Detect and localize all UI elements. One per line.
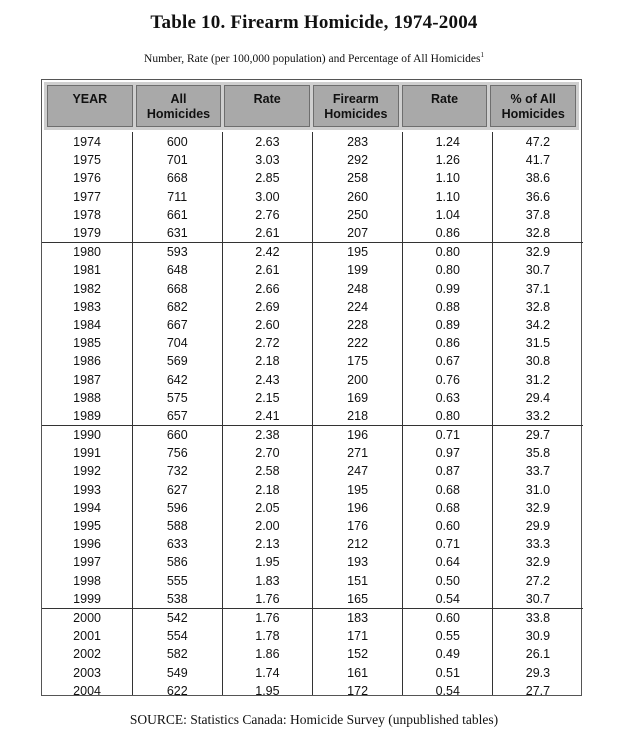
table-row bbox=[42, 280, 583, 298]
cell-year: 1979 bbox=[73, 226, 101, 241]
cell-firearm-homicides: 161 bbox=[347, 665, 369, 680]
cell-firearm-homicides: 151 bbox=[347, 573, 369, 588]
cell-firearm-homicides: 176 bbox=[347, 519, 369, 534]
cell-all-homicides: 648 bbox=[166, 263, 188, 278]
cell-year: 1987 bbox=[73, 372, 101, 387]
cell-firearm-homicides: 292 bbox=[347, 153, 369, 168]
cell-percent: 33.7 bbox=[525, 464, 551, 479]
cell-rate-all: 2.63 bbox=[255, 135, 280, 150]
cell-firearm-homicides: 250 bbox=[347, 207, 369, 222]
cell-year: 1981 bbox=[73, 263, 101, 278]
cell-year: 1977 bbox=[73, 189, 101, 204]
cell-rate-firearm: 1.24 bbox=[435, 135, 460, 150]
cell-rate-all: 2.58 bbox=[255, 464, 280, 479]
table-row bbox=[42, 188, 583, 206]
table-row bbox=[42, 206, 583, 224]
cell-rate-firearm: 0.71 bbox=[435, 537, 460, 552]
cell-all-homicides: 569 bbox=[166, 354, 188, 369]
table-subtitle bbox=[0, 51, 628, 65]
cell-all-homicides: 631 bbox=[166, 226, 188, 241]
cell-firearm-homicides: 152 bbox=[347, 647, 369, 662]
cell-rate-firearm: 0.76 bbox=[435, 372, 460, 387]
cell-rate-all: 2.15 bbox=[255, 390, 280, 405]
cell-firearm-homicides: 195 bbox=[347, 245, 369, 260]
cell-rate-all: 2.69 bbox=[255, 299, 280, 314]
cell-percent: 29.7 bbox=[525, 428, 551, 443]
header-rate-all: Rate bbox=[224, 85, 310, 127]
cell-rate-firearm: 0.71 bbox=[435, 428, 460, 443]
cell-all-homicides: 701 bbox=[166, 153, 188, 168]
table-row bbox=[42, 481, 583, 499]
cell-rate-firearm: 0.60 bbox=[435, 610, 460, 625]
table-row bbox=[42, 572, 583, 590]
cell-rate-firearm: 1.10 bbox=[435, 189, 460, 204]
cell-rate-firearm: 0.67 bbox=[435, 354, 460, 369]
cell-year: 1984 bbox=[73, 317, 101, 332]
cell-percent: 33.2 bbox=[525, 408, 551, 423]
cell-rate-all: 3.00 bbox=[255, 189, 280, 204]
cell-rate-firearm: 0.80 bbox=[435, 408, 460, 423]
cell-firearm-homicides: 222 bbox=[347, 336, 369, 351]
table-row bbox=[42, 627, 583, 645]
table-row bbox=[42, 334, 583, 352]
cell-rate-all: 1.76 bbox=[255, 610, 280, 625]
cell-year: 1993 bbox=[73, 482, 101, 497]
cell-all-homicides: 657 bbox=[166, 408, 188, 423]
cell-percent: 31.0 bbox=[525, 482, 551, 497]
cell-rate-all: 2.76 bbox=[255, 207, 280, 222]
cell-year: 1985 bbox=[73, 336, 101, 351]
cell-rate-firearm: 0.55 bbox=[435, 629, 460, 644]
table-row bbox=[42, 462, 583, 480]
cell-rate-all: 2.05 bbox=[255, 500, 280, 515]
cell-year: 1982 bbox=[73, 281, 101, 296]
cell-firearm-homicides: 175 bbox=[347, 354, 369, 369]
table-row bbox=[42, 224, 583, 242]
cell-percent: 32.8 bbox=[525, 299, 551, 314]
cell-percent: 27.2 bbox=[525, 573, 551, 588]
cell-all-homicides: 586 bbox=[166, 555, 188, 570]
cell-rate-all: 2.18 bbox=[255, 354, 280, 369]
cell-year: 1974 bbox=[73, 135, 101, 150]
cell-all-homicides: 575 bbox=[166, 390, 188, 405]
table-row bbox=[42, 517, 583, 535]
cell-rate-firearm: 0.50 bbox=[435, 573, 460, 588]
cell-all-homicides: 756 bbox=[166, 446, 188, 461]
cell-all-homicides: 600 bbox=[166, 135, 188, 150]
cell-rate-all: 2.72 bbox=[255, 336, 280, 351]
cell-rate-all: 1.86 bbox=[255, 647, 280, 662]
table-row bbox=[42, 609, 583, 627]
table-row bbox=[42, 590, 583, 608]
table-row bbox=[42, 133, 583, 151]
cell-percent: 37.8 bbox=[525, 207, 551, 222]
cell-year: 2000 bbox=[73, 610, 101, 625]
cell-year: 1994 bbox=[73, 500, 101, 515]
cell-year: 2004 bbox=[73, 683, 101, 698]
cell-rate-firearm: 0.54 bbox=[435, 683, 460, 698]
table-row bbox=[42, 407, 583, 425]
cell-rate-all: 2.42 bbox=[255, 245, 280, 260]
cell-rate-all: 1.95 bbox=[255, 555, 280, 570]
cell-rate-firearm: 0.99 bbox=[435, 281, 460, 296]
cell-firearm-homicides: 258 bbox=[347, 171, 369, 186]
cell-rate-firearm: 0.64 bbox=[435, 555, 460, 570]
cell-percent: 29.3 bbox=[525, 665, 551, 680]
table-body bbox=[42, 133, 583, 700]
table-row bbox=[42, 682, 583, 700]
cell-rate-firearm: 1.10 bbox=[435, 171, 460, 186]
cell-year: 1992 bbox=[73, 464, 101, 479]
cell-year: 2003 bbox=[73, 665, 101, 680]
cell-year: 1998 bbox=[73, 573, 101, 588]
table-header bbox=[44, 82, 579, 130]
cell-year: 1976 bbox=[73, 171, 101, 186]
cell-year: 1999 bbox=[73, 591, 101, 606]
table-row bbox=[42, 151, 583, 169]
cell-all-homicides: 554 bbox=[166, 629, 188, 644]
cell-firearm-homicides: 248 bbox=[347, 281, 369, 296]
cell-firearm-homicides: 207 bbox=[347, 226, 369, 241]
cell-rate-firearm: 0.88 bbox=[435, 299, 460, 314]
cell-rate-all: 3.03 bbox=[255, 153, 280, 168]
cell-all-homicides: 660 bbox=[166, 428, 188, 443]
cell-all-homicides: 668 bbox=[166, 281, 188, 296]
cell-rate-all: 2.43 bbox=[255, 372, 280, 387]
cell-firearm-homicides: 283 bbox=[347, 135, 369, 150]
cell-all-homicides: 668 bbox=[166, 171, 188, 186]
cell-firearm-homicides: 271 bbox=[347, 446, 369, 461]
cell-firearm-homicides: 200 bbox=[347, 372, 369, 387]
cell-rate-firearm: 0.87 bbox=[435, 464, 460, 479]
row-group bbox=[42, 426, 583, 609]
cell-all-homicides: 711 bbox=[167, 189, 188, 204]
table-row bbox=[42, 663, 583, 681]
cell-firearm-homicides: 195 bbox=[347, 482, 369, 497]
cell-all-homicides: 549 bbox=[166, 665, 188, 680]
cell-firearm-homicides: 228 bbox=[347, 317, 369, 332]
table-row bbox=[42, 298, 583, 316]
cell-firearm-homicides: 171 bbox=[347, 629, 369, 644]
cell-rate-all: 2.61 bbox=[255, 226, 280, 241]
cell-year: 2002 bbox=[73, 647, 101, 662]
cell-rate-all: 1.74 bbox=[255, 665, 280, 680]
cell-all-homicides: 538 bbox=[166, 591, 188, 606]
cell-year: 1983 bbox=[73, 299, 101, 314]
cell-year: 2001 bbox=[73, 629, 101, 644]
cell-percent: 32.9 bbox=[525, 555, 551, 570]
cell-rate-all: 2.38 bbox=[255, 428, 280, 443]
table-row bbox=[42, 316, 583, 334]
cell-year: 1991 bbox=[73, 446, 101, 461]
cell-all-homicides: 682 bbox=[166, 299, 188, 314]
cell-rate-all: 2.61 bbox=[255, 263, 280, 278]
cell-all-homicides: 542 bbox=[166, 610, 188, 625]
cell-year: 1989 bbox=[73, 408, 101, 423]
cell-all-homicides: 555 bbox=[166, 573, 188, 588]
cell-firearm-homicides: 212 bbox=[347, 537, 369, 552]
cell-rate-all: 2.41 bbox=[255, 408, 280, 423]
cell-percent: 32.9 bbox=[525, 500, 551, 515]
cell-year: 1990 bbox=[73, 428, 101, 443]
cell-rate-all: 2.85 bbox=[255, 171, 280, 186]
cell-rate-firearm: 0.63 bbox=[435, 390, 460, 405]
cell-firearm-homicides: 165 bbox=[347, 591, 369, 606]
cell-percent: 30.7 bbox=[525, 591, 551, 606]
cell-rate-all: 2.70 bbox=[255, 446, 280, 461]
cell-rate-all: 1.78 bbox=[255, 629, 280, 644]
cell-percent: 33.8 bbox=[525, 610, 551, 625]
row-group bbox=[42, 243, 583, 426]
table-row bbox=[42, 261, 583, 279]
table-row bbox=[42, 444, 583, 462]
table-row bbox=[42, 352, 583, 370]
cell-rate-firearm: 0.89 bbox=[435, 317, 460, 332]
table-row bbox=[42, 645, 583, 663]
table-row bbox=[42, 499, 583, 517]
header-year: YEAR bbox=[47, 85, 133, 127]
cell-rate-all: 1.83 bbox=[255, 573, 280, 588]
cell-percent: 37.1 bbox=[525, 281, 551, 296]
cell-percent: 26.1 bbox=[525, 647, 551, 662]
cell-year: 1978 bbox=[73, 207, 101, 222]
cell-firearm-homicides: 218 bbox=[347, 408, 369, 423]
table-row bbox=[42, 535, 583, 553]
cell-all-homicides: 642 bbox=[166, 372, 188, 387]
cell-firearm-homicides: 224 bbox=[347, 299, 369, 314]
table-row bbox=[42, 370, 583, 388]
cell-rate-all: 2.18 bbox=[255, 482, 280, 497]
footnote-marker: 1 bbox=[480, 51, 484, 59]
cell-rate-firearm: 0.60 bbox=[435, 519, 460, 534]
cell-rate-all: 1.76 bbox=[255, 591, 280, 606]
cell-all-homicides: 596 bbox=[166, 500, 188, 515]
cell-all-homicides: 732 bbox=[166, 464, 188, 479]
cell-rate-firearm: 0.97 bbox=[435, 446, 460, 461]
cell-percent: 34.2 bbox=[525, 317, 551, 332]
cell-percent: 31.2 bbox=[525, 372, 551, 387]
cell-rate-firearm: 0.68 bbox=[435, 482, 460, 497]
cell-percent: 27.7 bbox=[525, 683, 551, 698]
header-firearm-homicides: Firearm Homicides bbox=[313, 85, 399, 127]
cell-firearm-homicides: 260 bbox=[347, 189, 369, 204]
cell-all-homicides: 704 bbox=[166, 336, 188, 351]
cell-all-homicides: 588 bbox=[166, 519, 188, 534]
cell-percent: 29.9 bbox=[525, 519, 551, 534]
header-all-homicides: All Homicides bbox=[136, 85, 222, 127]
cell-all-homicides: 627 bbox=[166, 482, 188, 497]
cell-percent: 32.8 bbox=[525, 226, 551, 241]
cell-rate-all: 2.66 bbox=[255, 281, 280, 296]
cell-percent: 31.5 bbox=[525, 336, 551, 351]
cell-percent: 36.6 bbox=[525, 189, 551, 204]
cell-all-homicides: 582 bbox=[166, 647, 188, 662]
cell-all-homicides: 593 bbox=[166, 245, 188, 260]
cell-firearm-homicides: 199 bbox=[347, 263, 369, 278]
cell-firearm-homicides: 183 bbox=[347, 610, 369, 625]
cell-rate-firearm: 0.86 bbox=[435, 336, 460, 351]
cell-all-homicides: 622 bbox=[166, 683, 188, 698]
cell-year: 1986 bbox=[73, 354, 101, 369]
table-row bbox=[42, 389, 583, 407]
header-rate-firearm: Rate bbox=[402, 85, 488, 127]
table-row bbox=[42, 553, 583, 571]
cell-firearm-homicides: 172 bbox=[347, 683, 369, 698]
cell-year: 1995 bbox=[73, 519, 101, 534]
cell-percent: 38.6 bbox=[525, 171, 551, 186]
cell-year: 1980 bbox=[73, 245, 101, 260]
row-group bbox=[42, 609, 583, 700]
cell-firearm-homicides: 196 bbox=[347, 428, 369, 443]
cell-all-homicides: 667 bbox=[166, 317, 188, 332]
cell-rate-firearm: 0.49 bbox=[435, 647, 460, 662]
table-row bbox=[42, 243, 583, 261]
cell-rate-firearm: 0.54 bbox=[435, 591, 460, 606]
table-row bbox=[42, 426, 583, 444]
source-note: SOURCE: Statistics Canada: Homicide Survey (unpublished tables) bbox=[129, 712, 499, 727]
header-percent-of-all: % of All Homicides bbox=[490, 85, 576, 127]
cell-rate-firearm: 1.26 bbox=[435, 153, 460, 168]
cell-rate-firearm: 0.68 bbox=[435, 500, 460, 515]
subtitle-text: Number, Rate (per 100,000 population) and Percentage of All Homicides bbox=[144, 52, 481, 65]
cell-firearm-homicides: 193 bbox=[347, 555, 369, 570]
cell-percent: 32.9 bbox=[525, 245, 551, 260]
cell-firearm-homicides: 196 bbox=[347, 500, 369, 515]
cell-rate-firearm: 0.51 bbox=[435, 665, 460, 680]
row-group bbox=[42, 133, 583, 243]
cell-rate-firearm: 0.80 bbox=[435, 263, 460, 278]
cell-year: 1975 bbox=[73, 153, 101, 168]
cell-firearm-homicides: 169 bbox=[347, 390, 369, 405]
cell-rate-firearm: 0.86 bbox=[435, 226, 460, 241]
cell-percent: 47.2 bbox=[525, 135, 551, 150]
cell-year: 1997 bbox=[73, 555, 101, 570]
cell-all-homicides: 661 bbox=[166, 207, 188, 222]
table-row bbox=[42, 169, 583, 187]
cell-rate-firearm: 1.04 bbox=[435, 207, 460, 222]
cell-rate-all: 1.95 bbox=[255, 683, 280, 698]
cell-year: 1988 bbox=[73, 390, 101, 405]
cell-all-homicides: 633 bbox=[166, 537, 188, 552]
cell-percent: 35.8 bbox=[525, 446, 551, 461]
cell-percent: 30.8 bbox=[525, 354, 551, 369]
cell-year: 1996 bbox=[73, 537, 101, 552]
cell-rate-all: 2.00 bbox=[255, 519, 280, 534]
cell-percent: 29.4 bbox=[525, 390, 551, 405]
cell-rate-all: 2.13 bbox=[255, 537, 280, 552]
cell-rate-all: 2.60 bbox=[255, 317, 280, 332]
cell-firearm-homicides: 247 bbox=[347, 464, 369, 479]
cell-percent: 41.7 bbox=[525, 153, 551, 168]
data-table bbox=[41, 79, 582, 696]
cell-percent: 30.7 bbox=[525, 263, 551, 278]
cell-rate-firearm: 0.80 bbox=[435, 245, 460, 260]
cell-percent: 30.9 bbox=[525, 629, 551, 644]
table-title: Table 10. Firearm Homicide, 1974-2004 bbox=[150, 12, 478, 33]
cell-percent: 33.3 bbox=[525, 537, 551, 552]
